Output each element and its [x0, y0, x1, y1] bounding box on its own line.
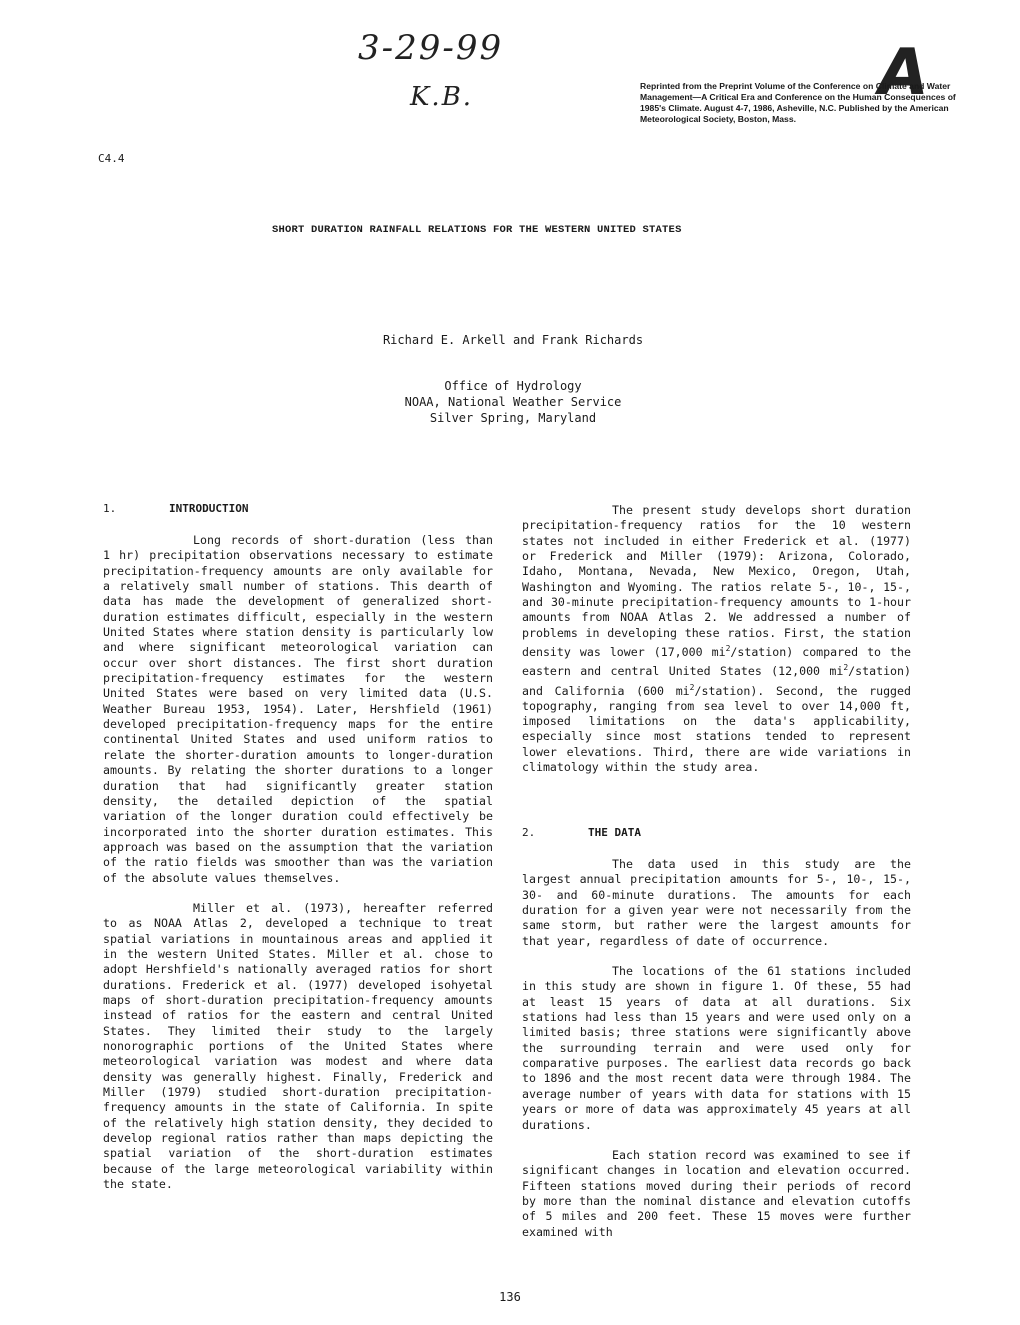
affiliation-block [0, 378, 1020, 426]
left-column [103, 533, 493, 1192]
page-number: 136 [499, 1290, 521, 1304]
intro-paragraph-3 [522, 503, 911, 775]
section-number: 2. [522, 826, 536, 839]
section-heading-the-data [522, 826, 641, 839]
section-heading-introduction [103, 502, 248, 515]
intro-paragraph-1: Long records of short-duration (less than 1 hr) precipitation observations necessary to estimate precipitation-frequency amounts are only available for a relatively small number of stations. This dearth of data has made the development of generalized short-duration estimates difficult, especially in the western United States where station density is particularly low and where significant meteorological variation can occur over short distances. The first short duration precipitation-frequency estimates for the western United States were based on very limited data (U.S. Weather Bureau 1953, 1954). Later, Hershfield (1961) developed precipitation-frequency maps for the entire continental United States and used uniform ratios to relate the shorter-duration amounts to longer-duration amounts. By relating the shorter durations to a longer duration that had significantly greater station density, the detailed depiction of the spatial variation of the longer duration could effectively be incorporated into the shorter duration estimates. This approach was based on the assumption that the variation of the ratio fields was smoother than was the variation of the absolute values themselves. [103, 533, 493, 885]
superscript: 2 [725, 644, 731, 654]
data-paragraph-1: The data used in this study are the largest annual precipitation amounts for 5-, 10-, 15-, 30- and 60-minute durations. The amounts for each duration for a given year were not necessarily from the same storm, but rather were the largest amounts for that year, regardless of date of occurrence. [522, 857, 911, 948]
right-column-intro [522, 503, 911, 775]
superscript: 2 [843, 663, 849, 673]
handwritten-letter-mark: A [871, 36, 937, 110]
paper-title: SHORT DURATION RAINFALL RELATIONS FOR THE WESTERN UNITED STATES [272, 224, 682, 236]
affiliation-line: NOAA, National Weather Service [404, 395, 622, 409]
data-paragraph-3: Each station record was examined to see if significant changes in location and elevation occurred. Fifteen stations moved during their periods of record by more than the nominal distance and elevation cutoffs of 5 miles and 200 feet. These 15 moves were further examined with [522, 1147, 911, 1239]
data-paragraph-2: The locations of the 61 stations included in this study are shown in figure 1. Of these, 55 had at least 15 years of data at all durations. Six stations had less than 15 years and were used only on a limited basis; three stations were significantly above the surrounding terrain and were used only for comparative purposes. The earliest data records go back to 1896 and the most recent data were through 1984. The average number of years with data for stations with 15 years or more of data was approximately 45 years at all durations. [522, 964, 911, 1132]
section-title: INTRODUCTION [169, 502, 249, 515]
section-title: THE DATA [588, 826, 641, 839]
text-run: The present study develops short duration precipitation-frequency ratios for the 10 western states not included in either Frederick et al. (1977) or Frederick and Miller (1979): Arizona, Colorado, Idaho, Montana, Nevada, New Mexico, Oregon, Utah, Washington and Wyoming. The ratios relate 5-, 10-, 15-, and 30-minute precipitation-frequency amounts to 1-hour amounts from NOAA Atlas 2. We addressed a number of problems in developing these ratios. First, the station density was lower (17,000 mi [522, 503, 911, 659]
intro-paragraph-2: Miller et al. (1973), hereafter referred to as NOAA Atlas 2, developed a technique to treat spatial variations in mountainous areas and applied it in the western United States. Miller et al. chose to adopt Hershfield's nationally averaged ratios for short durations. Frederick et al. (1977) developed isohyetal maps of short-duration precipitation-frequency amounts instead of ratios for the eastern and central United States. They limited their study to the largely nonorographic portions of the United States where meteorological variation was modest and where data density was generally highest. Finally, Frederick and Miller (1979) studied short-duration precipitation-frequency amounts in the state of California. In spite of the relatively high station density, they decided to develop regional ratios rather than maps depicting the spatial variation of the short-duration estimates because of the large meteorological variability within the state. [103, 900, 493, 1192]
right-column-data [522, 857, 911, 1240]
reprint-note: Reprinted from the Preprint Volume of the Conference on Climate and Water Management—A Critical Era and Conference on the Human Consequences of 1985's Climate. August 4-7, 1986, Asheville, N.C. Published by the American Meteorological Society, Boston, Mass. [640, 81, 956, 124]
affiliation-line: Office of Hydrology [444, 379, 582, 393]
handwritten-date: 3-29-99 [358, 28, 504, 68]
author-list: Richard E. Arkell and Frank Richards [382, 333, 644, 347]
section-number: 1. [103, 502, 117, 515]
superscript: 2 [689, 682, 695, 692]
text-run: /station) compared to the eastern and central United States (12,000 mi [522, 644, 911, 679]
handwritten-initials: K.B. [410, 82, 474, 112]
affiliation-line: Silver Spring, Maryland [429, 411, 597, 425]
text-run: /station). Second, the rugged topography, ranging from sea level to over 14,000 ft, imposed limitations on the data's applicability, especially since most stations tended to represent lower elevations. Third, there are wide variations in climatology within the study area. [522, 683, 911, 775]
session-code: C4.4 [98, 152, 125, 165]
text-run: /station) and California (600 mi [522, 664, 911, 698]
